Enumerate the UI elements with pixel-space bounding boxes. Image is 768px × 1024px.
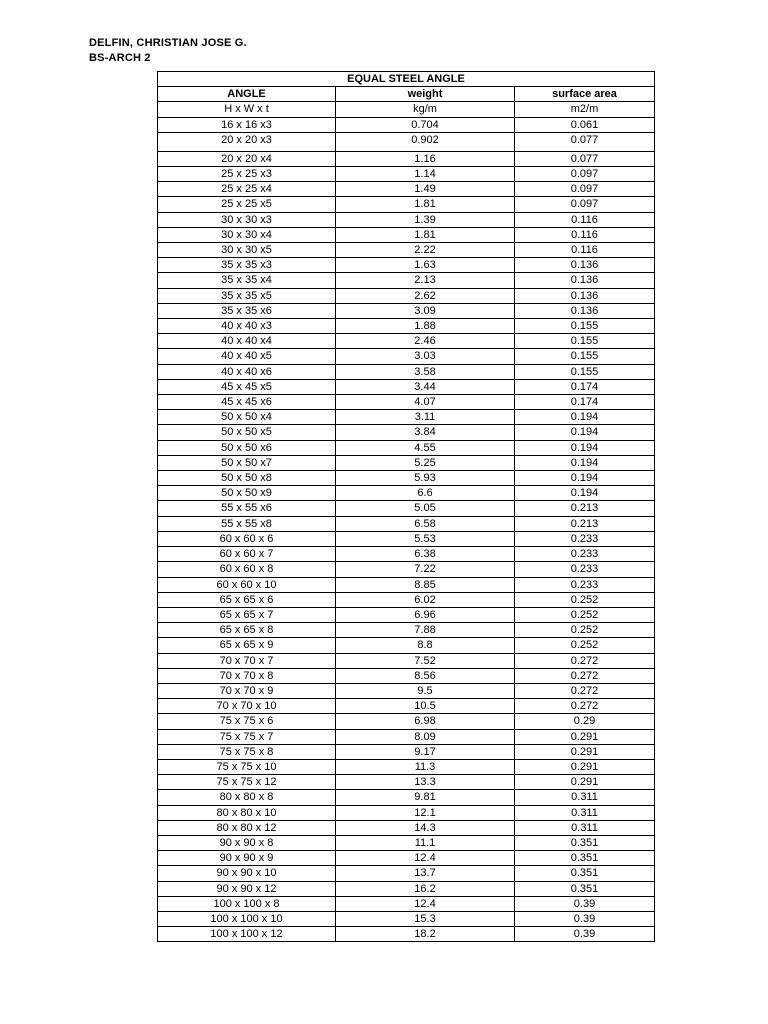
cell-surface-area: 0.272 xyxy=(515,683,655,698)
table-row xyxy=(158,379,655,394)
cell-surface-area: 0.39 xyxy=(515,896,655,911)
cell-surface-area: 0.136 xyxy=(515,288,655,303)
cell-surface-area: 0.155 xyxy=(515,364,655,379)
table-row xyxy=(158,668,655,683)
cell-angle: 35 x 35 x4 xyxy=(158,273,336,288)
cell-surface-area: 0.174 xyxy=(515,395,655,410)
cell-weight: 16.2 xyxy=(336,881,515,896)
cell-surface-area: 0.311 xyxy=(515,805,655,820)
table-row xyxy=(158,455,655,470)
cell-surface-area: 0.077 xyxy=(515,132,655,151)
cell-weight: 14.3 xyxy=(336,820,515,835)
cell-weight: 6.98 xyxy=(336,714,515,729)
cell-surface-area: 0.351 xyxy=(515,851,655,866)
table-row xyxy=(158,562,655,577)
cell-surface-area: 0.233 xyxy=(515,562,655,577)
cell-angle: 25 x 25 x3 xyxy=(158,167,336,182)
cell-angle: 80 x 80 x 10 xyxy=(158,805,336,820)
cell-surface-area: 0.155 xyxy=(515,319,655,334)
cell-surface-area: 0.233 xyxy=(515,547,655,562)
cell-surface-area: 0.116 xyxy=(515,243,655,258)
cell-weight: 1.63 xyxy=(336,258,515,273)
cell-angle: 30 x 30 x5 xyxy=(158,243,336,258)
cell-angle: 30 x 30 x4 xyxy=(158,227,336,242)
cell-surface-area: 0.252 xyxy=(515,592,655,607)
cell-weight: 1.81 xyxy=(336,197,515,212)
cell-angle: 90 x 90 x 10 xyxy=(158,866,336,881)
cell-angle: 75 x 75 x 12 xyxy=(158,775,336,790)
table-row xyxy=(158,471,655,486)
table-row xyxy=(158,607,655,622)
cell-surface-area: 0.29 xyxy=(515,714,655,729)
cell-angle: 60 x 60 x 6 xyxy=(158,531,336,546)
cell-angle: 50 x 50 x8 xyxy=(158,471,336,486)
cell-weight: 9.5 xyxy=(336,683,515,698)
steel-angle-table-container xyxy=(157,71,655,942)
table-row xyxy=(158,212,655,227)
cell-weight: 12.1 xyxy=(336,805,515,820)
cell-angle: 16 x 16 x3 xyxy=(158,117,336,132)
cell-angle: 60 x 60 x 8 xyxy=(158,562,336,577)
cell-weight: 13.7 xyxy=(336,866,515,881)
cell-weight: 6.02 xyxy=(336,592,515,607)
document-header xyxy=(89,36,247,66)
table-row xyxy=(158,744,655,759)
cell-weight: 1.16 xyxy=(336,151,515,166)
column-header-angle: ANGLE xyxy=(158,87,336,102)
table-row xyxy=(158,243,655,258)
cell-surface-area: 0.252 xyxy=(515,623,655,638)
cell-weight: 3.44 xyxy=(336,379,515,394)
table-row xyxy=(158,486,655,501)
table-row xyxy=(158,303,655,318)
table-row xyxy=(158,288,655,303)
table-row xyxy=(158,516,655,531)
cell-weight: 0.902 xyxy=(336,132,515,151)
cell-surface-area: 0.097 xyxy=(515,167,655,182)
cell-surface-area: 0.194 xyxy=(515,471,655,486)
table-row xyxy=(158,866,655,881)
table-row xyxy=(158,775,655,790)
cell-angle: 65 x 65 x 8 xyxy=(158,623,336,638)
cell-surface-area: 0.097 xyxy=(515,182,655,197)
cell-angle: 75 x 75 x 10 xyxy=(158,759,336,774)
table-row xyxy=(158,638,655,653)
cell-surface-area: 0.252 xyxy=(515,638,655,653)
course-label: BS-ARCH 2 xyxy=(89,52,151,64)
cell-surface-area: 0.291 xyxy=(515,759,655,774)
cell-weight: 5.05 xyxy=(336,501,515,516)
table-row xyxy=(158,197,655,212)
cell-surface-area: 0.291 xyxy=(515,744,655,759)
table-row xyxy=(158,881,655,896)
cell-surface-area: 0.351 xyxy=(515,835,655,850)
cell-surface-area: 0.116 xyxy=(515,227,655,242)
cell-surface-area: 0.194 xyxy=(515,455,655,470)
cell-angle: 65 x 65 x 9 xyxy=(158,638,336,653)
table-row xyxy=(158,653,655,668)
table-body xyxy=(158,117,655,942)
table-row xyxy=(158,927,655,942)
table-row xyxy=(158,759,655,774)
cell-angle: 40 x 40 x6 xyxy=(158,364,336,379)
table-header-row xyxy=(158,87,655,102)
cell-weight: 2.46 xyxy=(336,334,515,349)
table-row xyxy=(158,623,655,638)
table-row xyxy=(158,501,655,516)
cell-weight: 15.3 xyxy=(336,911,515,926)
cell-surface-area: 0.311 xyxy=(515,820,655,835)
cell-weight: 4.55 xyxy=(336,440,515,455)
cell-surface-area: 0.272 xyxy=(515,668,655,683)
table-row xyxy=(158,167,655,182)
table-row xyxy=(158,592,655,607)
cell-surface-area: 0.39 xyxy=(515,911,655,926)
cell-weight: 7.52 xyxy=(336,653,515,668)
cell-weight: 11.1 xyxy=(336,835,515,850)
cell-surface-area: 0.136 xyxy=(515,258,655,273)
cell-weight: 3.84 xyxy=(336,425,515,440)
table-row xyxy=(158,896,655,911)
cell-weight: 2.62 xyxy=(336,288,515,303)
cell-weight: 4.07 xyxy=(336,395,515,410)
table-title: EQUAL STEEL ANGLE xyxy=(158,72,655,87)
cell-angle: 100 x 100 x 8 xyxy=(158,896,336,911)
table-row xyxy=(158,714,655,729)
table-row xyxy=(158,334,655,349)
table-row xyxy=(158,151,655,166)
cell-surface-area: 0.291 xyxy=(515,775,655,790)
cell-angle: 100 x 100 x 10 xyxy=(158,911,336,926)
cell-surface-area: 0.351 xyxy=(515,866,655,881)
cell-weight: 6.58 xyxy=(336,516,515,531)
cell-angle: 80 x 80 x 12 xyxy=(158,820,336,835)
cell-weight: 8.8 xyxy=(336,638,515,653)
cell-surface-area: 0.116 xyxy=(515,212,655,227)
table-row xyxy=(158,547,655,562)
cell-surface-area: 0.272 xyxy=(515,699,655,714)
cell-surface-area: 0.272 xyxy=(515,653,655,668)
cell-angle: 35 x 35 x3 xyxy=(158,258,336,273)
cell-weight: 2.13 xyxy=(336,273,515,288)
cell-angle: 70 x 70 x 9 xyxy=(158,683,336,698)
cell-angle: 55 x 55 x8 xyxy=(158,516,336,531)
cell-weight: 3.03 xyxy=(336,349,515,364)
cell-surface-area: 0.136 xyxy=(515,273,655,288)
cell-surface-area: 0.061 xyxy=(515,117,655,132)
cell-surface-area: 0.155 xyxy=(515,334,655,349)
cell-weight: 2.22 xyxy=(336,243,515,258)
table-row xyxy=(158,425,655,440)
cell-weight: 18.2 xyxy=(336,927,515,942)
cell-surface-area: 0.155 xyxy=(515,349,655,364)
cell-surface-area: 0.311 xyxy=(515,790,655,805)
cell-angle: 25 x 25 x4 xyxy=(158,182,336,197)
cell-weight: 3.11 xyxy=(336,410,515,425)
cell-weight: 3.58 xyxy=(336,364,515,379)
cell-weight: 1.14 xyxy=(336,167,515,182)
cell-surface-area: 0.194 xyxy=(515,425,655,440)
cell-surface-area: 0.136 xyxy=(515,303,655,318)
cell-surface-area: 0.174 xyxy=(515,379,655,394)
cell-weight: 0.704 xyxy=(336,117,515,132)
table-row xyxy=(158,117,655,132)
cell-angle: 50 x 50 x7 xyxy=(158,455,336,470)
cell-weight: 6.96 xyxy=(336,607,515,622)
cell-weight: 8.56 xyxy=(336,668,515,683)
cell-angle: 70 x 70 x 7 xyxy=(158,653,336,668)
cell-weight: 1.49 xyxy=(336,182,515,197)
cell-weight: 6.6 xyxy=(336,486,515,501)
cell-surface-area: 0.213 xyxy=(515,516,655,531)
cell-weight: 10.5 xyxy=(336,699,515,714)
table-row xyxy=(158,273,655,288)
cell-weight: 5.53 xyxy=(336,531,515,546)
cell-angle: 60 x 60 x 7 xyxy=(158,547,336,562)
cell-angle: 60 x 60 x 10 xyxy=(158,577,336,592)
unit-surface-area: m2/m xyxy=(515,102,655,117)
unit-weight: kg/m xyxy=(336,102,515,117)
cell-angle: 75 x 75 x 7 xyxy=(158,729,336,744)
cell-surface-area: 0.291 xyxy=(515,729,655,744)
cell-surface-area: 0.233 xyxy=(515,531,655,546)
cell-angle: 50 x 50 x6 xyxy=(158,440,336,455)
cell-weight: 1.39 xyxy=(336,212,515,227)
table-row xyxy=(158,349,655,364)
cell-surface-area: 0.097 xyxy=(515,197,655,212)
cell-angle: 40 x 40 x4 xyxy=(158,334,336,349)
cell-angle: 100 x 100 x 12 xyxy=(158,927,336,942)
table-row xyxy=(158,699,655,714)
table-row xyxy=(158,182,655,197)
cell-angle: 75 x 75 x 6 xyxy=(158,714,336,729)
column-header-weight: weight xyxy=(336,87,515,102)
table-row xyxy=(158,531,655,546)
cell-weight: 7.22 xyxy=(336,562,515,577)
cell-angle: 50 x 50 x5 xyxy=(158,425,336,440)
cell-angle: 50 x 50 x4 xyxy=(158,410,336,425)
cell-weight: 11.3 xyxy=(336,759,515,774)
table-row xyxy=(158,851,655,866)
cell-weight: 5.93 xyxy=(336,471,515,486)
cell-surface-area: 0.077 xyxy=(515,151,655,166)
table-row xyxy=(158,729,655,744)
cell-weight: 9.81 xyxy=(336,790,515,805)
cell-angle: 30 x 30 x3 xyxy=(158,212,336,227)
cell-surface-area: 0.39 xyxy=(515,927,655,942)
unit-angle: H x W x t xyxy=(158,102,336,117)
table-row xyxy=(158,364,655,379)
table-row xyxy=(158,805,655,820)
table-row xyxy=(158,440,655,455)
cell-weight: 1.81 xyxy=(336,227,515,242)
table-row xyxy=(158,911,655,926)
cell-surface-area: 0.194 xyxy=(515,410,655,425)
author-name: DELFIN, CHRISTIAN JOSE G. xyxy=(89,37,247,49)
cell-surface-area: 0.213 xyxy=(515,501,655,516)
cell-surface-area: 0.252 xyxy=(515,607,655,622)
cell-angle: 90 x 90 x 9 xyxy=(158,851,336,866)
cell-angle: 45 x 45 x5 xyxy=(158,379,336,394)
cell-angle: 40 x 40 x3 xyxy=(158,319,336,334)
cell-angle: 50 x 50 x9 xyxy=(158,486,336,501)
cell-angle: 55 x 55 x6 xyxy=(158,501,336,516)
cell-angle: 45 x 45 x6 xyxy=(158,395,336,410)
table-row xyxy=(158,835,655,850)
cell-angle: 90 x 90 x 8 xyxy=(158,835,336,850)
table-row xyxy=(158,683,655,698)
table-row xyxy=(158,790,655,805)
cell-weight: 7.88 xyxy=(336,623,515,638)
cell-surface-area: 0.351 xyxy=(515,881,655,896)
table-row xyxy=(158,395,655,410)
cell-angle: 80 x 80 x 8 xyxy=(158,790,336,805)
cell-weight: 5.25 xyxy=(336,455,515,470)
cell-angle: 40 x 40 x5 xyxy=(158,349,336,364)
cell-surface-area: 0.194 xyxy=(515,440,655,455)
table-row xyxy=(158,132,655,151)
table-row xyxy=(158,410,655,425)
cell-angle: 25 x 25 x5 xyxy=(158,197,336,212)
table-row xyxy=(158,258,655,273)
cell-weight: 13.3 xyxy=(336,775,515,790)
cell-angle: 70 x 70 x 8 xyxy=(158,668,336,683)
table-row xyxy=(158,820,655,835)
cell-weight: 8.85 xyxy=(336,577,515,592)
steel-angle-table xyxy=(157,71,655,942)
cell-angle: 70 x 70 x 10 xyxy=(158,699,336,714)
cell-weight: 8.09 xyxy=(336,729,515,744)
cell-weight: 6.38 xyxy=(336,547,515,562)
column-header-surface-area: surface area xyxy=(515,87,655,102)
table-row xyxy=(158,577,655,592)
cell-angle: 35 x 35 x5 xyxy=(158,288,336,303)
cell-angle: 75 x 75 x 8 xyxy=(158,744,336,759)
cell-surface-area: 0.194 xyxy=(515,486,655,501)
table-row xyxy=(158,319,655,334)
cell-angle: 65 x 65 x 6 xyxy=(158,592,336,607)
table-units-row xyxy=(158,102,655,117)
cell-weight: 9.17 xyxy=(336,744,515,759)
cell-surface-area: 0.233 xyxy=(515,577,655,592)
cell-angle: 35 x 35 x6 xyxy=(158,303,336,318)
cell-weight: 12.4 xyxy=(336,896,515,911)
cell-weight: 12.4 xyxy=(336,851,515,866)
cell-angle: 65 x 65 x 7 xyxy=(158,607,336,622)
table-row xyxy=(158,227,655,242)
cell-angle: 20 x 20 x3 xyxy=(158,132,336,151)
cell-angle: 90 x 90 x 12 xyxy=(158,881,336,896)
cell-weight: 1.88 xyxy=(336,319,515,334)
cell-weight: 3.09 xyxy=(336,303,515,318)
cell-angle: 20 x 20 x4 xyxy=(158,151,336,166)
table-title-row xyxy=(158,72,655,87)
